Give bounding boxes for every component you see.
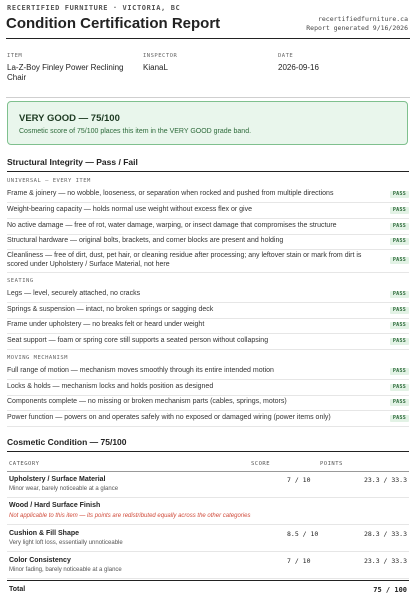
check-row bbox=[7, 235, 409, 250]
pass-badge: PASS bbox=[390, 238, 409, 245]
item-meta-item bbox=[7, 53, 132, 83]
category-score: 7 / 10 bbox=[287, 476, 311, 484]
category-score: 7 / 10 bbox=[287, 557, 311, 565]
pass-badge: PASS bbox=[390, 384, 409, 391]
check-text: Springs & suspension — intact, no broken springs or sagging deck bbox=[7, 306, 214, 313]
inspector-value: KianaL bbox=[143, 63, 168, 72]
total-row bbox=[7, 584, 409, 598]
category-name: Cushion & Fill Shape bbox=[9, 530, 80, 537]
report-title: Condition Certification Report bbox=[6, 15, 221, 32]
category-name: Upholstery / Surface Material bbox=[9, 476, 106, 483]
check-text: Cleanliness — free of dirt, dust, pet hair, or cleaning residue after processing; any leftover stain or mark from dirt is scored under Upholstery / Surface Material, not here bbox=[7, 252, 362, 268]
structural-section-title: Structural Integrity — Pass / Fail bbox=[7, 157, 138, 167]
cosmetic-section-rule bbox=[7, 451, 409, 452]
date-value: 2026-09-16 bbox=[278, 63, 319, 72]
group-label-seating: SEATING bbox=[7, 278, 34, 284]
check-text: Locks & holds — mechanism locks and holds position as designed bbox=[7, 383, 214, 390]
pass-badge: PASS bbox=[390, 322, 409, 329]
cosmetic-row bbox=[7, 525, 409, 552]
pass-badge: PASS bbox=[390, 415, 409, 422]
cosmetic-table-header bbox=[7, 457, 409, 472]
grade-title: VERY GOOD — 75/100 bbox=[19, 113, 120, 124]
check-text: Frame & joinery — no wobble, looseness, or separation when rocked and pushed from multiple directions bbox=[7, 190, 334, 197]
category-points: 23.3 / 33.3 bbox=[363, 557, 407, 565]
item-label: ITEM bbox=[7, 53, 23, 59]
col-header-points: POINTS bbox=[320, 461, 343, 467]
check-row bbox=[7, 319, 409, 334]
site-url[interactable]: recertifiedfurniture.ca bbox=[317, 15, 408, 23]
check-text: No active damage — free of rot, water damage, warping, or insect damage that compromises the structure bbox=[7, 222, 337, 229]
date-label: DATE bbox=[278, 53, 294, 59]
group-label-universal: UNIVERSAL — EVERY ITEM bbox=[7, 178, 91, 184]
category-points: 23.3 / 33.3 bbox=[363, 476, 407, 484]
check-row bbox=[7, 334, 409, 350]
category-name: Color Consistency bbox=[9, 557, 71, 564]
check-text: Seat support — foam or spring core still supports a seated person without collapsing bbox=[7, 337, 269, 344]
inspector-label: INSPECTOR bbox=[143, 53, 178, 59]
category-note: Minor fading, barely noticeable at a glance bbox=[9, 567, 122, 573]
generated-date: Report generated 9/16/2026 bbox=[306, 24, 408, 32]
grade-banner bbox=[7, 101, 408, 145]
item-meta-date bbox=[278, 53, 319, 73]
pass-badge: PASS bbox=[390, 338, 409, 345]
cosmetic-row bbox=[7, 472, 409, 498]
group-label-moving-mechanism: MOVING MECHANISM bbox=[7, 355, 68, 361]
check-text: Weight-bearing capacity — holds normal use weight without excess flex or give bbox=[7, 206, 252, 213]
brand-line: RECERTIFIED FURNITURE · VICTORIA, BC bbox=[7, 4, 181, 12]
check-text: Full range of motion — mechanism moves smoothly through its entire intended motion bbox=[7, 367, 274, 374]
structural-section-rule bbox=[7, 171, 409, 172]
col-header-score: SCORE bbox=[251, 461, 271, 467]
item-value: La-Z-Boy Finley Power Reclining Chair bbox=[7, 63, 124, 82]
check-row bbox=[7, 288, 409, 303]
pass-badge: PASS bbox=[390, 257, 409, 264]
category-score: 8.5 / 10 bbox=[287, 530, 319, 538]
check-row bbox=[7, 396, 409, 411]
total-label: Total bbox=[9, 586, 26, 593]
report-page bbox=[6, 0, 410, 594]
pass-badge: PASS bbox=[390, 368, 409, 375]
category-note: Minor wear, barely noticeable at a glance bbox=[9, 486, 119, 492]
check-text: Frame under upholstery — no breaks felt or heard under weight bbox=[7, 321, 205, 328]
pass-badge: PASS bbox=[390, 191, 409, 198]
check-row bbox=[7, 219, 409, 235]
total-value: 75 / 100 bbox=[373, 586, 407, 594]
check-row bbox=[7, 250, 409, 273]
category-note: Very light loft loss, essentially unnoticeable bbox=[9, 540, 123, 546]
category-name: Wood / Hard Surface Finish bbox=[9, 502, 101, 509]
category-points: 28.3 / 33.3 bbox=[363, 530, 407, 538]
category-note-na: Not applicable to this item — its points are redistributed equally across the other categories bbox=[9, 513, 251, 519]
check-row bbox=[7, 380, 409, 396]
check-row bbox=[7, 303, 409, 319]
item-meta-inspector bbox=[143, 53, 177, 73]
check-row bbox=[7, 411, 409, 427]
item-meta bbox=[6, 39, 410, 98]
pass-badge: PASS bbox=[390, 291, 409, 298]
pass-badge: PASS bbox=[390, 307, 409, 314]
pass-badge: PASS bbox=[390, 399, 409, 406]
report-header bbox=[6, 0, 410, 39]
check-row bbox=[7, 365, 409, 380]
check-row bbox=[7, 188, 409, 203]
total-rule bbox=[7, 580, 409, 581]
cosmetic-section-title: Cosmetic Condition — 75/100 bbox=[7, 437, 127, 447]
cosmetic-row bbox=[7, 498, 409, 525]
check-text: Components complete — no missing or broken mechanism parts (cables, springs, motors) bbox=[7, 398, 287, 405]
check-text: Structural hardware — original bolts, brackets, and corner blocks are present and holding bbox=[7, 237, 284, 244]
pass-badge: PASS bbox=[390, 223, 409, 230]
check-row bbox=[7, 203, 409, 219]
check-text: Legs — level, securely attached, no cracks bbox=[7, 290, 141, 297]
grade-description: Cosmetic score of 75/100 places this item in the VERY GOOD grade band. bbox=[19, 128, 252, 135]
cosmetic-row bbox=[7, 552, 409, 579]
pass-badge: PASS bbox=[390, 207, 409, 214]
col-header-category: CATEGORY bbox=[9, 461, 40, 467]
check-text: Power function — powers on and operates safely with no exposed or damaged wiring (power items only) bbox=[7, 414, 331, 421]
